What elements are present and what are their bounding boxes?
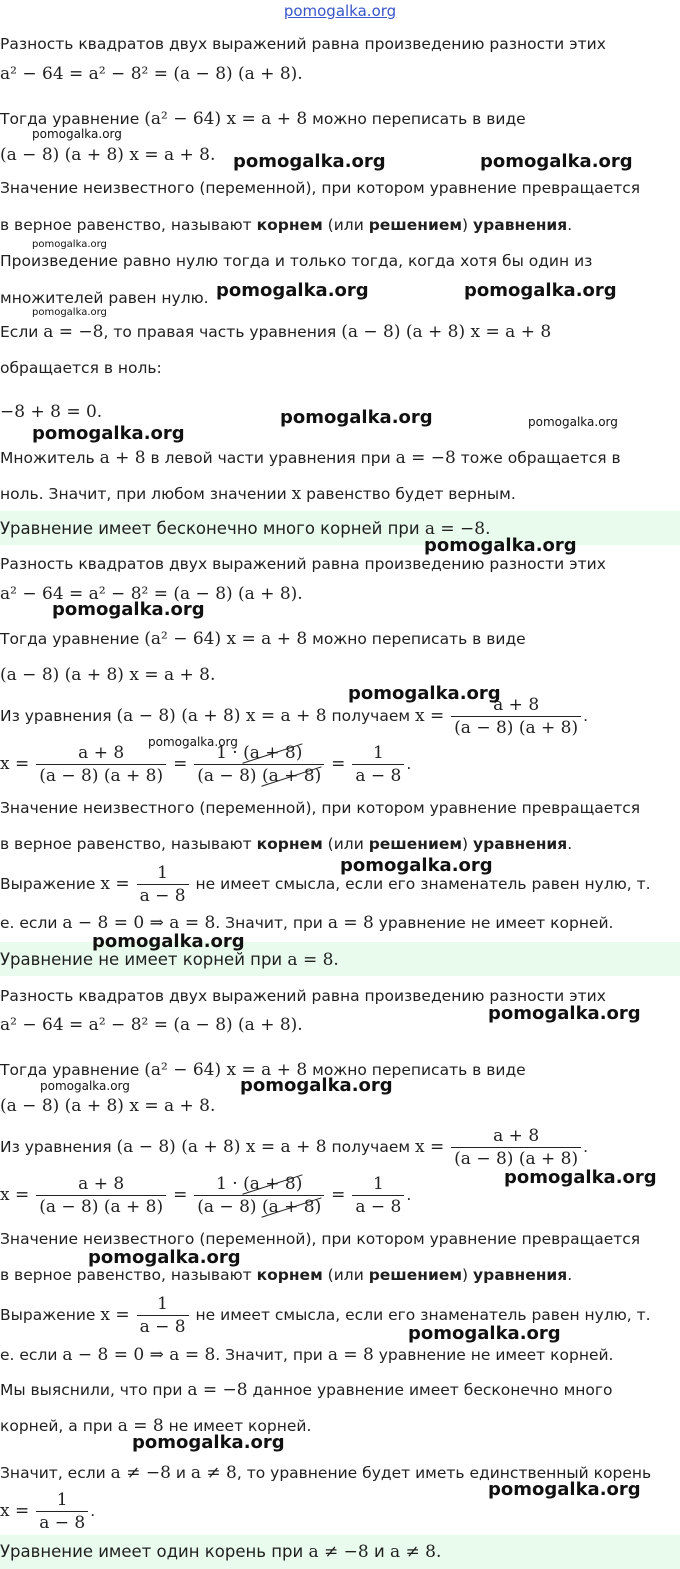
watermark: pomogalka.org	[233, 151, 386, 172]
watermark: pomogalka.org	[32, 307, 107, 318]
s1-if-line	[0, 320, 680, 344]
s2-from-line: Из уравнения (a − 8) (a + 8) x = a + 8 получаем x = $\frac{a + 8}{(a - 8) (a + 8)}$ .	[0, 695, 589, 738]
math: a = −8.	[424, 519, 491, 539]
watermark: pomogalka.org	[132, 1432, 285, 1453]
text: Из уравнения	[0, 707, 117, 725]
fraction: $\frac{a + 8}{(a - 8) (a + 8)}$	[451, 1125, 581, 1170]
s1-def-line1: Значение неизвестного (переменной), при котором уравнение превращается	[0, 179, 641, 197]
s2-def-line2: в верное равенство, называют корнем (или решением) уравнения.	[0, 835, 573, 853]
watermark: pomogalka.org	[240, 1075, 393, 1096]
math: x =	[0, 754, 30, 774]
watermark: pomogalka.org	[340, 855, 493, 876]
numerator: 1 · (a + 8)	[216, 743, 303, 763]
s3-summary-1: Мы выяснили, что при a = −8 данное уравнение имеет бесконечно много	[0, 1380, 613, 1400]
s3-derivation: x = $\frac{a + 8}{(a - 8) (a + 8)}$ = $\frac{1 \cdot (a + 8)}{(a - 8) (a + 8)}$ = $\frac{1}{a - 8}$ .	[0, 1174, 412, 1217]
math: (a² − 64) x = a + 8	[144, 629, 308, 649]
watermark: pomogalka.org	[488, 1003, 641, 1024]
s3-def-line1: Значение неизвестного (переменной), при котором уравнение превращается	[0, 1230, 641, 1248]
watermark: pomogalka.org	[348, 683, 501, 704]
s3-root-formula: x = $\frac{1}{a - 8}$ .	[0, 1490, 96, 1533]
watermark: pomogalka.org	[528, 415, 618, 429]
s1-intro: Разность квадратов двух выражений равна произведению разности этих	[0, 35, 606, 53]
watermark: pomogalka.org	[32, 127, 122, 141]
s3-formula: a² − 64 = a² − 8² = (a − 8) (a + 8).	[0, 1015, 303, 1035]
math: x =	[414, 706, 445, 726]
term-koren: корнем	[256, 835, 323, 853]
watermark: pomogalka.org	[32, 423, 185, 444]
s2-def-line1: Значение неизвестного (переменной), при котором уравнение превращается	[0, 799, 641, 817]
fraction: $\frac{1}{a - 8}$	[137, 862, 189, 907]
watermark: pomogalka.org	[280, 407, 433, 428]
text: (или	[322, 216, 369, 234]
text: равенство будет верным.	[301, 485, 516, 503]
text: в верное равенство, называют	[0, 216, 257, 234]
watermark: pomogalka.org	[92, 931, 245, 952]
s2-formula: a² − 64 = a² − 8² = (a − 8) (a + 8).	[0, 584, 303, 604]
s3-answer: Уравнение имеет один корень при a ≠ −8 и a ≠ 8.	[0, 1542, 442, 1562]
s1-zero-line2: множителей равен нулю.	[0, 289, 209, 307]
s3-summary-2: корней, а при a = 8 не имеет корней.	[0, 1416, 312, 1436]
term-reshenie: решением	[368, 835, 463, 853]
s1-def-line2	[0, 213, 680, 237]
text: Множитель	[0, 449, 100, 467]
s1-formula: a² − 64 = a² − 8² = (a − 8) (a + 8).	[0, 64, 303, 84]
s3-def-line2: в верное равенство, называют корнем (или решением) уравнения.	[0, 1266, 573, 1284]
watermark: pomogalka.org	[32, 239, 107, 250]
text: Если	[0, 323, 44, 341]
s3-then-line: Значит, если a ≠ −8 и a ≠ 8, то уравнение будет иметь единственный корень	[0, 1463, 652, 1483]
s1-calc: −8 + 8 = 0.	[0, 402, 103, 422]
term-uravneniya: уравнения	[473, 216, 568, 234]
denominator: a − 8	[352, 764, 404, 787]
math: x	[291, 484, 302, 504]
term-reshenie: решением	[368, 216, 463, 234]
s3-e-line: е. если a − 8 = 0 ⇒ a = 8. Значит, при a = 8 уравнение не имеет корней.	[0, 1345, 614, 1365]
math: (a − 8) (a + 8) x = a + 8	[341, 322, 552, 342]
site-link[interactable]: pomogalka.org	[283, 2, 397, 20]
watermark: pomogalka.org	[424, 535, 577, 556]
text: Тогда уравнение	[0, 630, 140, 648]
s1-mult-line2	[0, 482, 680, 506]
fraction: $\frac{1}{a - 8}$	[36, 1489, 88, 1534]
text: можно переписать в виде	[312, 110, 526, 128]
text: Уравнение имеет бесконечно много корней при	[0, 519, 425, 538]
text: .	[567, 216, 573, 234]
watermark: pomogalka.org	[148, 735, 238, 749]
s2-answer: Уравнение не имеет корней при a = 8.	[0, 950, 339, 970]
s1-if-line2: обращается в ноль:	[0, 359, 162, 377]
s2-rewritten: (a − 8) (a + 8) x = a + 8.	[0, 665, 216, 685]
s3-rewrite: Тогда уравнение (a² − 64) x = a + 8 можно переписать в виде	[0, 1060, 526, 1080]
term-koren: корнем	[256, 1266, 323, 1284]
text: можно переписать в виде	[312, 630, 526, 648]
text: )	[462, 216, 474, 234]
s1-zero-line1: Произведение равно нулю тогда и только тогда, когда хотя бы один из	[0, 252, 593, 270]
watermark: pomogalka.org	[504, 1167, 657, 1188]
s3-intro: Разность квадратов двух выражений равна произведению разности этих	[0, 987, 606, 1005]
watermark: pomogalka.org	[408, 1323, 561, 1344]
s3-rewritten: (a − 8) (a + 8) x = a + 8.	[0, 1096, 216, 1116]
denominator: (a − 8) (a + 8)	[36, 764, 166, 787]
fraction	[352, 742, 404, 787]
text: тоже обращается в	[455, 449, 621, 467]
text: получаем	[326, 707, 415, 725]
s1-rewritten: (a − 8) (a + 8) x = a + 8.	[0, 145, 216, 165]
s3-expr-line: Выражение x = $\frac{1}{a - 8}$ не имеет смысла, если его знаменатель равен нулю, т.	[0, 1294, 651, 1337]
denominator: (a − 8) (a + 8)	[451, 716, 581, 739]
s1-mult-line1	[0, 446, 680, 470]
denominator: (a − 8) (a + 8)	[194, 764, 324, 787]
fraction: $\frac{a + 8}{(a - 8) (a + 8)}$	[36, 1173, 166, 1218]
s2-e-line: е. если a − 8 = 0 ⇒ a = 8. Значит, при a = 8 уравнение не имеет корней.	[0, 913, 614, 933]
text: , то правая часть уравнения	[103, 323, 342, 341]
numerator: a + 8	[78, 743, 125, 763]
s2-expr-line: Выражение x = $\frac{1}{a - 8}$ не имеет смысла, если его знаменатель равен нулю, т.	[0, 863, 651, 906]
math: a + 8	[99, 448, 146, 468]
term-reshenie: решением	[368, 1266, 463, 1284]
numerator: a + 8	[493, 695, 540, 715]
math: a = −8	[395, 448, 456, 468]
text: в левой части уравнения при	[145, 449, 396, 467]
math: (a − 8) (a + 8) x = a + 8	[116, 706, 327, 726]
watermark: pomogalka.org	[40, 1079, 130, 1093]
term-uravneniya: уравнения	[473, 1266, 568, 1284]
math: a = −8	[43, 322, 104, 342]
watermark: pomogalka.org	[480, 151, 633, 172]
text: Тогда уравнение	[0, 110, 140, 128]
term-koren: корнем	[256, 216, 323, 234]
s2-rewrite	[0, 627, 680, 651]
s3-from-line: Из уравнения (a − 8) (a + 8) x = a + 8 получаем x = $\frac{a + 8}{(a - 8) (a + 8)}$ .	[0, 1126, 589, 1169]
fraction-cancel: $\frac{1 \cdot (a + 8)}{(a - 8) (a + 8)}$	[194, 1173, 324, 1218]
term-uravneniya: уравнения	[473, 835, 568, 853]
math: (a² − 64) x = a + 8	[144, 109, 308, 129]
numerator: 1	[372, 743, 384, 763]
watermark: pomogalka.org	[216, 280, 369, 301]
watermark: pomogalka.org	[464, 280, 617, 301]
watermark: pomogalka.org	[488, 1479, 641, 1500]
watermark: pomogalka.org	[88, 1247, 241, 1268]
s2-derivation: x = $\frac{a + 8}{(a - 8) (a + 8)}$ = $\frac{1 \cdot (a + 8)}{(a - 8) (a + 8)}$ = $\frac{1}{a - 8}$ .	[0, 743, 412, 786]
text: ноль. Значит, при любом значении	[0, 485, 292, 503]
watermark: pomogalka.org	[52, 599, 205, 620]
fraction: $\frac{1}{a - 8}$	[352, 1173, 404, 1218]
fraction	[36, 742, 166, 787]
s1-answer	[0, 517, 680, 541]
s2-intro: Разность квадратов двух выражений равна произведению разности этих	[0, 555, 606, 573]
fraction: $\frac{1}{a - 8}$	[137, 1293, 189, 1338]
